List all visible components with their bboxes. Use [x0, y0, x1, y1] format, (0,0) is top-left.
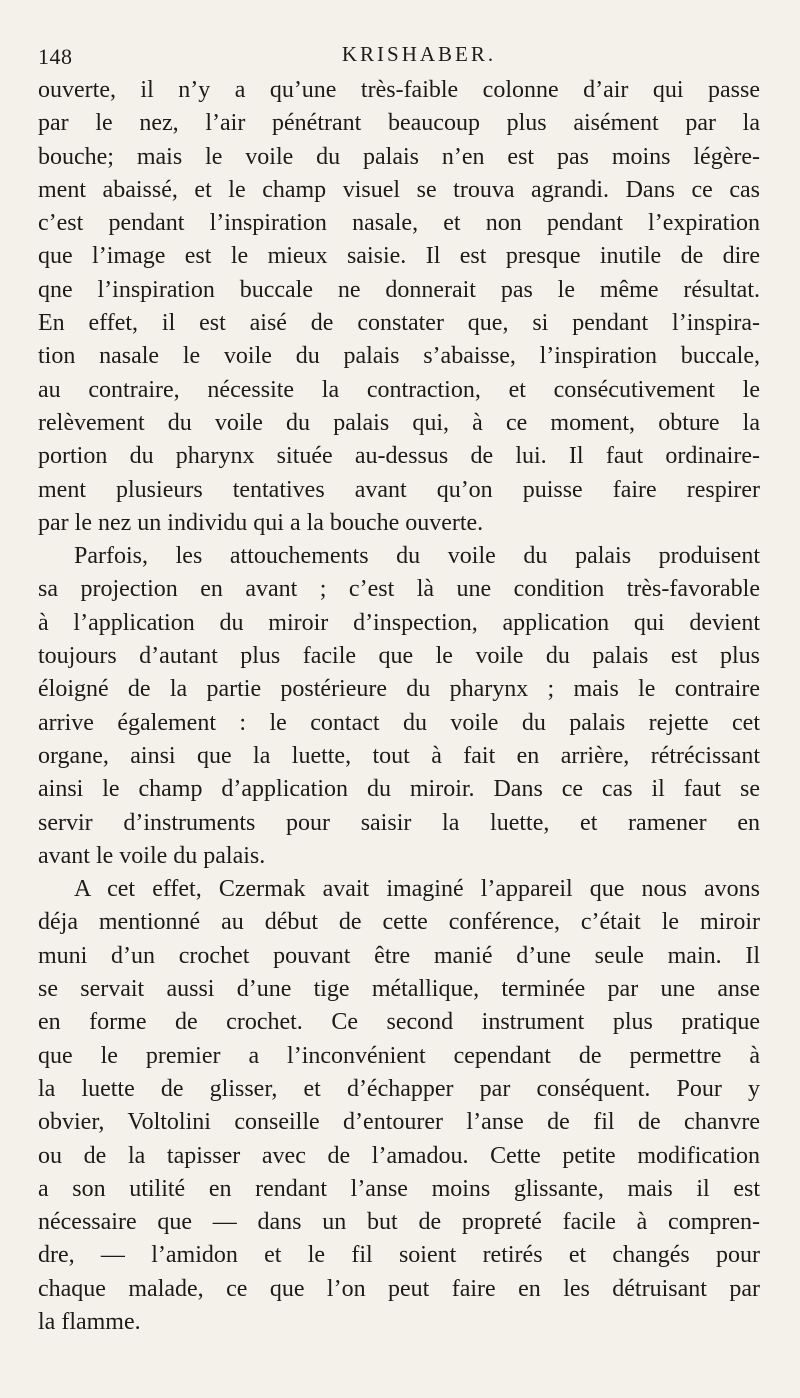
page-number: 148 — [38, 44, 73, 69]
text-line: ainsi le champ d’application du miroir. Dans ce cas il faut se — [38, 776, 760, 803]
text-line: chaque malade, ce que l’on peut faire en les détruisant par — [38, 1275, 760, 1302]
text-line: Parfois, les attouchements du voile du palais produisent — [74, 543, 760, 570]
text-line: relèvement du voile du palais qui, à ce moment, obture la — [38, 409, 760, 436]
text-line: a son utilité en rendant l’anse moins glissante, mais il est — [38, 1175, 760, 1202]
text-line: se servait aussi d’une tige métallique, terminée par une anse — [38, 976, 760, 1003]
text-line: déja mentionné au début de cette conférence, c’était le miroir — [38, 909, 760, 936]
paragraph — [38, 540, 760, 873]
text-line: En effet, il est aisé de constater que, si pendant l’inspira- — [38, 310, 760, 337]
text-line: obvier, Voltolini conseille d’entourer l’anse de fil de chanvre — [38, 1109, 760, 1136]
text-line: par le nez, l’air pénétrant beaucoup plus aisément par la — [38, 110, 760, 137]
text-line: ou de la tapisser avec de l’amadou. Cette petite modification — [38, 1142, 760, 1169]
text-line: toujours d’autant plus facile que le voile du palais est plus — [38, 643, 760, 670]
text-line: A cet effet, Czermak avait imaginé l’appareil que nous avons — [74, 876, 760, 903]
text-line: au contraire, nécessite la contraction, et consécutivement le — [38, 376, 760, 403]
text-line: qne l’inspiration buccale ne donnerait pas le même résultat. — [38, 276, 760, 303]
text-line: la luette de glisser, et d’échapper par conséquent. Pour y — [38, 1075, 760, 1102]
text-line: ment abaissé, et le champ visuel se trouva agrandi. Dans ce cas — [38, 176, 760, 203]
text-line: servir d’instruments pour saisir la luette, et ramener en — [38, 809, 760, 836]
text-line: dre, — l’amidon et le fil soient retirés et changés pour — [38, 1242, 760, 1269]
text-line: tion nasale le voile du palais s’abaisse, l’inspiration buccale, — [38, 343, 760, 370]
body-text — [38, 74, 760, 1339]
text-line: que le premier a l’inconvénient cependant de permettre à — [38, 1042, 760, 1069]
text-line: c’est pendant l’inspiration nasale, et non pendant l’expiration — [38, 210, 760, 237]
text-line: éloigné de la partie postérieure du pharynx ; mais le contraire — [38, 676, 760, 703]
text-line: la flamme. — [38, 1308, 141, 1335]
text-line: organe, ainsi que la luette, tout à fait en arrière, rétrécissant — [38, 742, 760, 769]
text-line: muni d’un crochet pouvant être manié d’une seule main. Il — [38, 942, 760, 969]
text-line: bouche; mais le voile du palais n’en est pas moins légère- — [38, 143, 760, 170]
text-line: à l’application du miroir d’inspection, application qui devient — [38, 609, 760, 636]
text-line: ouverte, il n’y a qu’une très-faible colonne d’air qui passe — [38, 77, 760, 103]
text-line: que l’image est le mieux saisie. Il est presque inutile de dire — [38, 243, 760, 270]
text-line: ment plusieurs tentatives avant qu’on puisse faire respirer — [38, 476, 760, 503]
page-header — [38, 34, 760, 74]
text-line: portion du pharynx située au-dessus de lui. Il faut ordinaire- — [38, 443, 760, 470]
text-line: en forme de crochet. Ce second instrument plus pratique — [38, 1009, 760, 1036]
text-line: sa projection en avant ; c’est là une condition très-favorable — [38, 576, 760, 603]
text-line: nécessaire que — dans un but de propreté facile à compren- — [38, 1209, 760, 1236]
paragraph — [38, 873, 760, 1339]
paragraph — [38, 74, 760, 540]
text-line: arrive également : le contact du voile du palais rejette cet — [38, 709, 760, 736]
running-head: KRISHABER. — [341, 42, 497, 66]
text-line: avant le voile du palais. — [38, 842, 266, 869]
text-line: par le nez un individu qui a la bouche ouverte. — [38, 509, 484, 536]
